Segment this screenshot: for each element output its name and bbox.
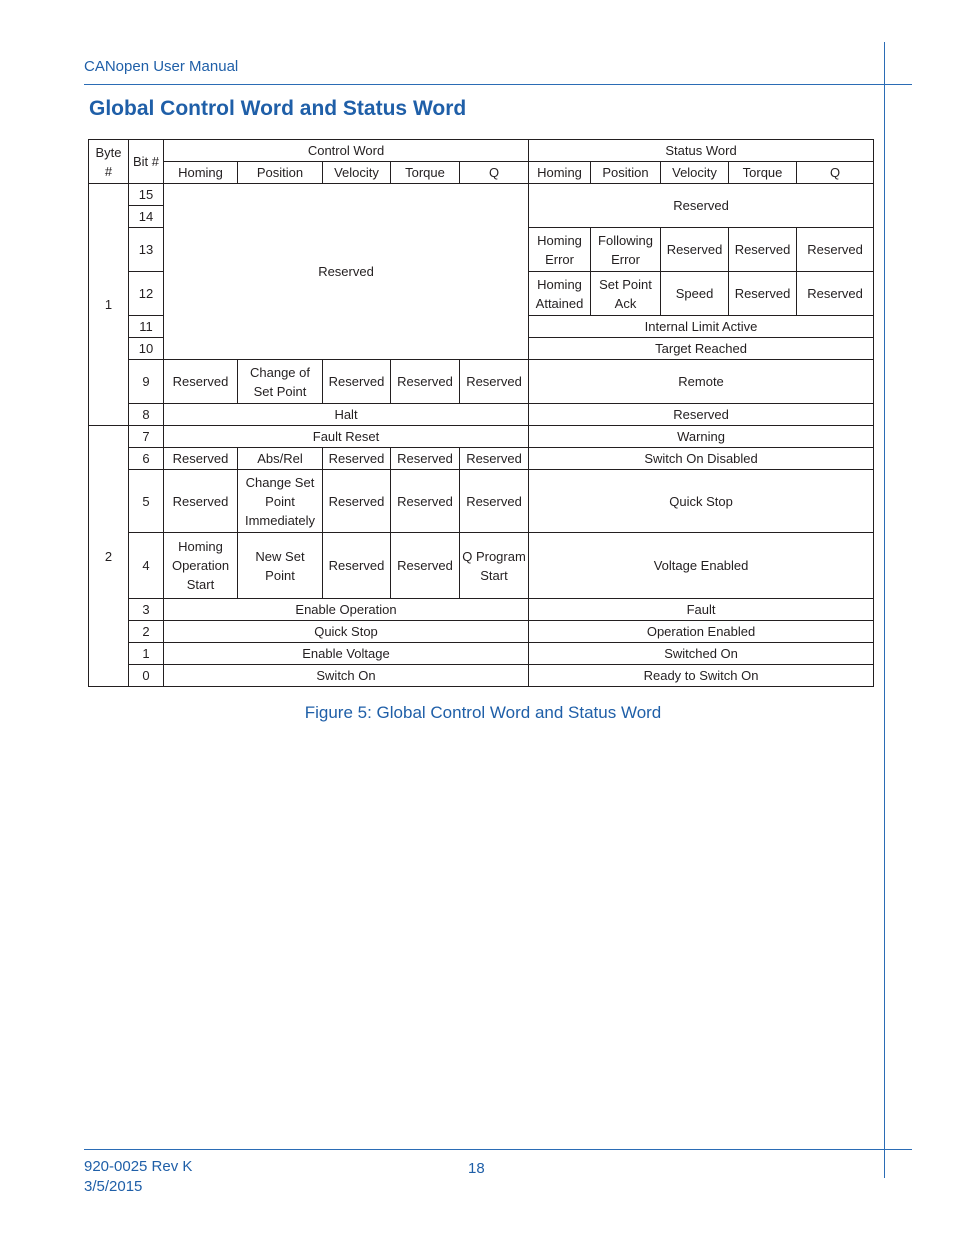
- cw-4-torque: Reserved: [391, 533, 460, 599]
- bit-cell: 3: [129, 599, 164, 621]
- cw-9-position: Change of Set Point: [238, 360, 323, 404]
- status-word-header: Status Word: [529, 140, 874, 162]
- cw-5-velocity: Reserved: [323, 470, 391, 533]
- sw-13-q: Reserved: [797, 228, 874, 272]
- manual-title: CANopen User Manual: [84, 58, 239, 75]
- sw-11: Internal Limit Active: [529, 316, 874, 338]
- cw-3: Enable Operation: [164, 599, 529, 621]
- cw-mode-velocity: Velocity: [323, 162, 391, 184]
- bit-cell: 7: [129, 426, 164, 448]
- bit-cell: 10: [129, 338, 164, 360]
- byte-2-cell: 2: [89, 426, 129, 687]
- cw-4-homing: Homing Operation Start: [164, 533, 238, 599]
- bit-cell: 5: [129, 470, 164, 533]
- table-row: [89, 599, 874, 621]
- cw-mode-q: Q: [460, 162, 529, 184]
- cw-6-torque: Reserved: [391, 448, 460, 470]
- sw-13-position: Following Error: [591, 228, 661, 272]
- bit-cell: 13: [129, 228, 164, 272]
- control-status-table-wrap: [88, 139, 874, 687]
- sw-mode-homing: Homing: [529, 162, 591, 184]
- sw-13-torque: Reserved: [729, 228, 797, 272]
- sw-mode-position: Position: [591, 162, 661, 184]
- table-row: [89, 470, 874, 533]
- cw-1: Enable Voltage: [164, 643, 529, 665]
- bit-cell: 4: [129, 533, 164, 599]
- cw-6-homing: Reserved: [164, 448, 238, 470]
- table-row: [89, 448, 874, 470]
- sw-mode-velocity: Velocity: [661, 162, 729, 184]
- sw-5: Quick Stop: [529, 470, 874, 533]
- sw-mode-torque: Torque: [729, 162, 797, 184]
- table-row: [89, 184, 874, 206]
- bit-cell: 9: [129, 360, 164, 404]
- table-header-row: [89, 140, 874, 162]
- page-title: Global Control Word and Status Word: [89, 97, 467, 120]
- bit-cell: 14: [129, 206, 164, 228]
- sw-0: Ready to Switch On: [529, 665, 874, 687]
- cw-5-torque: Reserved: [391, 470, 460, 533]
- sw-mode-q: Q: [797, 162, 874, 184]
- cw-9-velocity: Reserved: [323, 360, 391, 404]
- sw-bits-15-14: Reserved: [529, 184, 874, 228]
- cw-6-q: Reserved: [460, 448, 529, 470]
- sw-12-position: Set Point Ack: [591, 272, 661, 316]
- table-row: [89, 665, 874, 687]
- mode-header-row: [89, 162, 874, 184]
- page-number: 18: [468, 1160, 485, 1177]
- byte-1-cell: 1: [89, 184, 129, 426]
- cw-0: Switch On: [164, 665, 529, 687]
- byte-header: Byte #: [89, 140, 129, 184]
- sw-9: Remote: [529, 360, 874, 404]
- cw-2: Quick Stop: [164, 621, 529, 643]
- margin-rule: [884, 42, 885, 1178]
- header-rule: [84, 84, 912, 85]
- sw-12-q: Reserved: [797, 272, 874, 316]
- control-status-table: [88, 139, 874, 687]
- bit-cell: 11: [129, 316, 164, 338]
- footer-doc-info: [84, 1157, 192, 1197]
- sw-13-velocity: Reserved: [661, 228, 729, 272]
- sw-13-homing: Homing Error: [529, 228, 591, 272]
- sw-8: Reserved: [529, 404, 874, 426]
- bit-cell: 6: [129, 448, 164, 470]
- bit-cell: 12: [129, 272, 164, 316]
- cw-9-q: Reserved: [460, 360, 529, 404]
- bit-cell: 15: [129, 184, 164, 206]
- bit-header: Bit #: [129, 140, 164, 184]
- cw-mode-position: Position: [238, 162, 323, 184]
- bit-cell: 0: [129, 665, 164, 687]
- sw-6: Switch On Disabled: [529, 448, 874, 470]
- table-row: [89, 360, 874, 404]
- cw-4-velocity: Reserved: [323, 533, 391, 599]
- sw-4: Voltage Enabled: [529, 533, 874, 599]
- bit-cell: 2: [129, 621, 164, 643]
- doc-date: 3/5/2015: [84, 1178, 143, 1195]
- sw-10: Target Reached: [529, 338, 874, 360]
- bit-cell: 1: [129, 643, 164, 665]
- footer-rule: [84, 1149, 912, 1150]
- bit-cell: 8: [129, 404, 164, 426]
- sw-12-torque: Reserved: [729, 272, 797, 316]
- table-row: [89, 426, 874, 448]
- control-word-header: Control Word: [164, 140, 529, 162]
- cw-reserved-block: Reserved: [164, 184, 529, 360]
- figure-caption: Figure 5: Global Control Word and Status Word: [304, 703, 662, 722]
- doc-number: 920-0025 Rev K: [84, 1158, 193, 1175]
- cw-6-velocity: Reserved: [323, 448, 391, 470]
- sw-12-velocity: Speed: [661, 272, 729, 316]
- cw-9-torque: Reserved: [391, 360, 460, 404]
- table-row: [89, 533, 874, 599]
- cw-6-position: Abs/Rel: [238, 448, 323, 470]
- cw-5-homing: Reserved: [164, 470, 238, 533]
- cw-mode-torque: Torque: [391, 162, 460, 184]
- cw-8: Halt: [164, 404, 529, 426]
- cw-5-position: Change Set Point Immediately: [238, 470, 323, 533]
- sw-1: Switched On: [529, 643, 874, 665]
- cw-5-q: Reserved: [460, 470, 529, 533]
- cw-7: Fault Reset: [164, 426, 529, 448]
- table-row: [89, 643, 874, 665]
- sw-12-homing: Homing Attained: [529, 272, 591, 316]
- sw-2: Operation Enabled: [529, 621, 874, 643]
- table-row: [89, 621, 874, 643]
- cw-9-homing: Reserved: [164, 360, 238, 404]
- cw-4-position: New Set Point: [238, 533, 323, 599]
- table-row: [89, 404, 874, 426]
- cw-4-q: Q Program Start: [460, 533, 529, 599]
- sw-3: Fault: [529, 599, 874, 621]
- cw-mode-homing: Homing: [164, 162, 238, 184]
- sw-7: Warning: [529, 426, 874, 448]
